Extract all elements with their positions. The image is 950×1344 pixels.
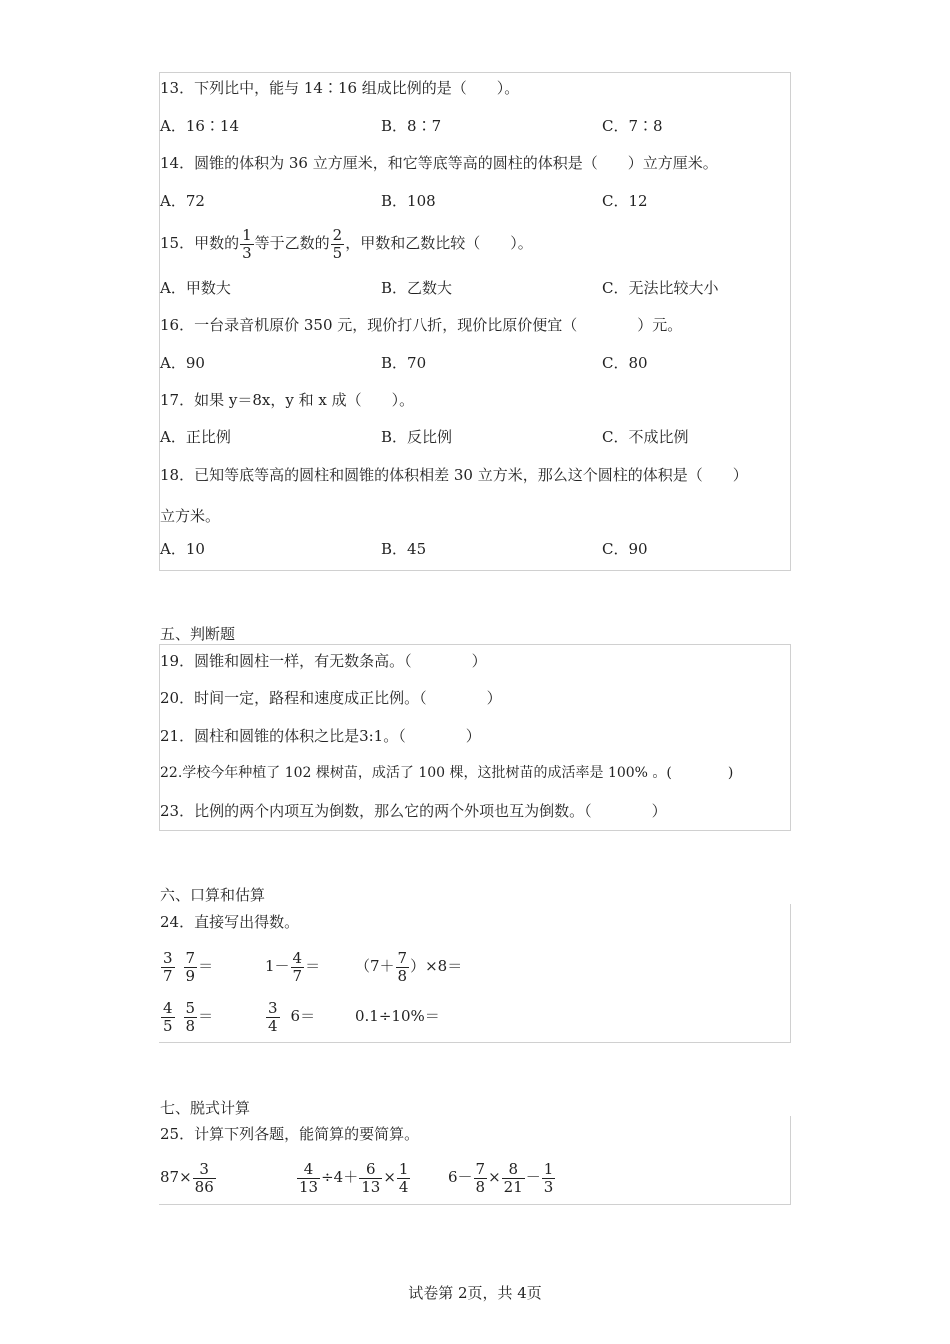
calc-section-title: 七、脱式计算 [160,1099,251,1117]
q15-fraction-1-numerator: 1 [242,225,252,244]
denominator: 7 [163,966,173,985]
equals-sign: ＝ [198,1007,214,1025]
q18-stem-continued: 立方米。 [160,507,221,525]
operator: ÷4＋ [321,1168,359,1186]
q17-option-b: B．反比例 [381,428,453,446]
denominator: 8 [397,966,408,985]
oral-expression-1 [160,944,213,988]
q14-option-b: B．108 [381,192,436,210]
oral-expression-4 [160,994,213,1038]
expr-suffix: 6＝ [290,1007,316,1025]
page-footer: 试卷第 2页，共 4页 [408,1284,542,1302]
q15-fraction-2 [331,227,345,262]
denominator: 13 [299,1177,319,1196]
operator: － [525,1168,541,1186]
denominator: 21 [503,1177,523,1196]
denominator: 5 [163,1016,173,1035]
q13-option-c: C．7∶8 [602,117,663,135]
equals-sign: ＝ [305,957,321,975]
expr-prefix: 1－ [265,957,290,975]
oral-expr1-fraction-1 [161,950,175,985]
expr-prefix: 6－ [448,1168,473,1186]
oral-expression-3 [355,944,462,988]
q15-option-b: B．乙数大 [381,279,453,297]
oral-expression-2 [265,944,320,988]
expr-prefix: 87× [160,1168,192,1186]
calc-expr2-fraction-3 [397,1161,411,1196]
numerator: 4 [297,1161,320,1179]
operator: × [488,1168,501,1186]
q25-instruction: 25．计算下列各题，能简算的要简算。 [160,1125,420,1143]
oral-expr2-fraction [291,950,305,985]
q18-option-c: C．90 [602,540,648,558]
q15-fraction-1-denominator: 3 [242,243,252,262]
q18-stem: 18．已知等底等高的圆柱和圆锥的体积相差 30 立方米，那么这个圆柱的体积是（ ） [160,466,748,484]
q15-option-a: A．甲数大 [160,279,231,297]
q16-option-b: B．70 [381,354,427,372]
q16-option-a: A．90 [160,354,205,372]
q15-stem [160,222,533,264]
q17-stem: 17．如果 y＝8x，y 和 x 成（ ）。 [160,391,415,409]
equals-sign: ＝ [198,957,214,975]
q15-fraction-2-denominator: 5 [332,243,343,262]
q22-statement: 22.学校今年种植了 102 棵树苗，成活了 100 棵，这批树苗的成活率是 100% 。( ) [160,765,734,781]
numerator: 8 [502,1161,525,1179]
calc-expr3-fraction-2 [502,1161,525,1196]
denominator: 8 [185,1016,196,1035]
q21-statement: 21．圆柱和圆锥的体积之比是3:1。（ ） [160,727,481,745]
numerator: 1 [398,1159,409,1178]
calc-expr2-fraction-1 [297,1161,320,1196]
q17-option-a: A．正比例 [160,428,231,446]
calc-expression-2 [296,1155,411,1199]
numerator: 7 [475,1159,486,1178]
q15-option-c: C．无法比较大小 [602,279,719,297]
numerator: 5 [185,998,196,1017]
denominator: 13 [361,1177,381,1196]
q16-stem: 16．一台录音机原价 350 元，现价打八折，现价比原价便宜（ ）元。 [160,316,683,334]
calc-expression-3 [448,1155,556,1199]
oral-expr4-fraction-2 [184,1000,198,1035]
expr-prefix: （7＋ [355,957,395,975]
oral-expression-5 [265,994,315,1038]
denominator: 8 [475,1177,486,1196]
numerator: 4 [163,998,173,1017]
oral-section-title: 六、口算和估算 [160,886,266,904]
numerator: 1 [543,1159,554,1178]
q14-option-c: C．12 [602,192,648,210]
numerator: 4 [292,948,303,967]
q14-stem: 14．圆锥的体积为 36 立方厘米，和它等底等高的圆柱的体积是（ ）立方厘米。 [160,154,718,172]
oral-expr4-fraction-1 [161,1000,175,1035]
denominator: 9 [185,966,196,985]
calc-expr1-fraction [193,1161,216,1196]
numerator: 7 [397,948,408,967]
q18-option-b: B．45 [381,540,427,558]
denominator: 86 [194,1177,214,1196]
calc-expr3-fraction-1 [474,1161,488,1196]
calc-expr2-fraction-2 [359,1161,382,1196]
q15-fraction-2-numerator: 2 [332,225,343,244]
denominator: 3 [543,1177,554,1196]
numerator: 3 [193,1161,216,1179]
calc-expr3-fraction-3 [542,1161,556,1196]
q23-statement: 23．比例的两个内项互为倒数，那么它的两个外项也互为倒数。（ ） [160,802,667,820]
oral-expr1-fraction-2 [184,950,198,985]
judge-section-title: 五、判断题 [160,625,236,643]
q19-statement: 19．圆锥和圆柱一样，有无数条高。（ ） [160,652,487,670]
operator: × [383,1168,396,1186]
q15-text-3: ，甲数和乙数比较（ ）。 [345,234,533,252]
expr-suffix: ）×8＝ [410,957,463,975]
q17-option-c: C．不成比例 [602,428,689,446]
q13-option-a: A．16∶14 [160,117,240,135]
calc-expression-1 [160,1155,217,1199]
q15-text-2: 等于乙数的 [254,234,330,252]
q13-option-b: B．8∶7 [381,117,442,135]
oral-expr5-fraction [266,1000,280,1035]
denominator: 7 [292,966,303,985]
numerator: 6 [359,1161,382,1179]
oral-expression-6: 0.1÷10%＝ [355,1007,440,1025]
numerator: 3 [268,998,278,1017]
q15-fraction-1 [240,227,254,262]
q24-instruction: 24．直接写出得数。 [160,913,300,931]
q18-option-a: A．10 [160,540,205,558]
q15-text-1: 15．甲数的 [160,234,240,252]
q16-option-c: C．80 [602,354,648,372]
q13-stem: 13．下列比中，能与 14∶16 组成比例的是（ ）。 [160,79,520,97]
q14-option-a: A．72 [160,192,205,210]
denominator: 4 [268,1016,278,1035]
numerator: 7 [185,948,196,967]
numerator: 3 [163,948,173,967]
oral-expr3-fraction [396,950,410,985]
q20-statement: 20．时间一定，路程和速度成正比例。（ ） [160,689,502,707]
denominator: 4 [398,1177,409,1196]
